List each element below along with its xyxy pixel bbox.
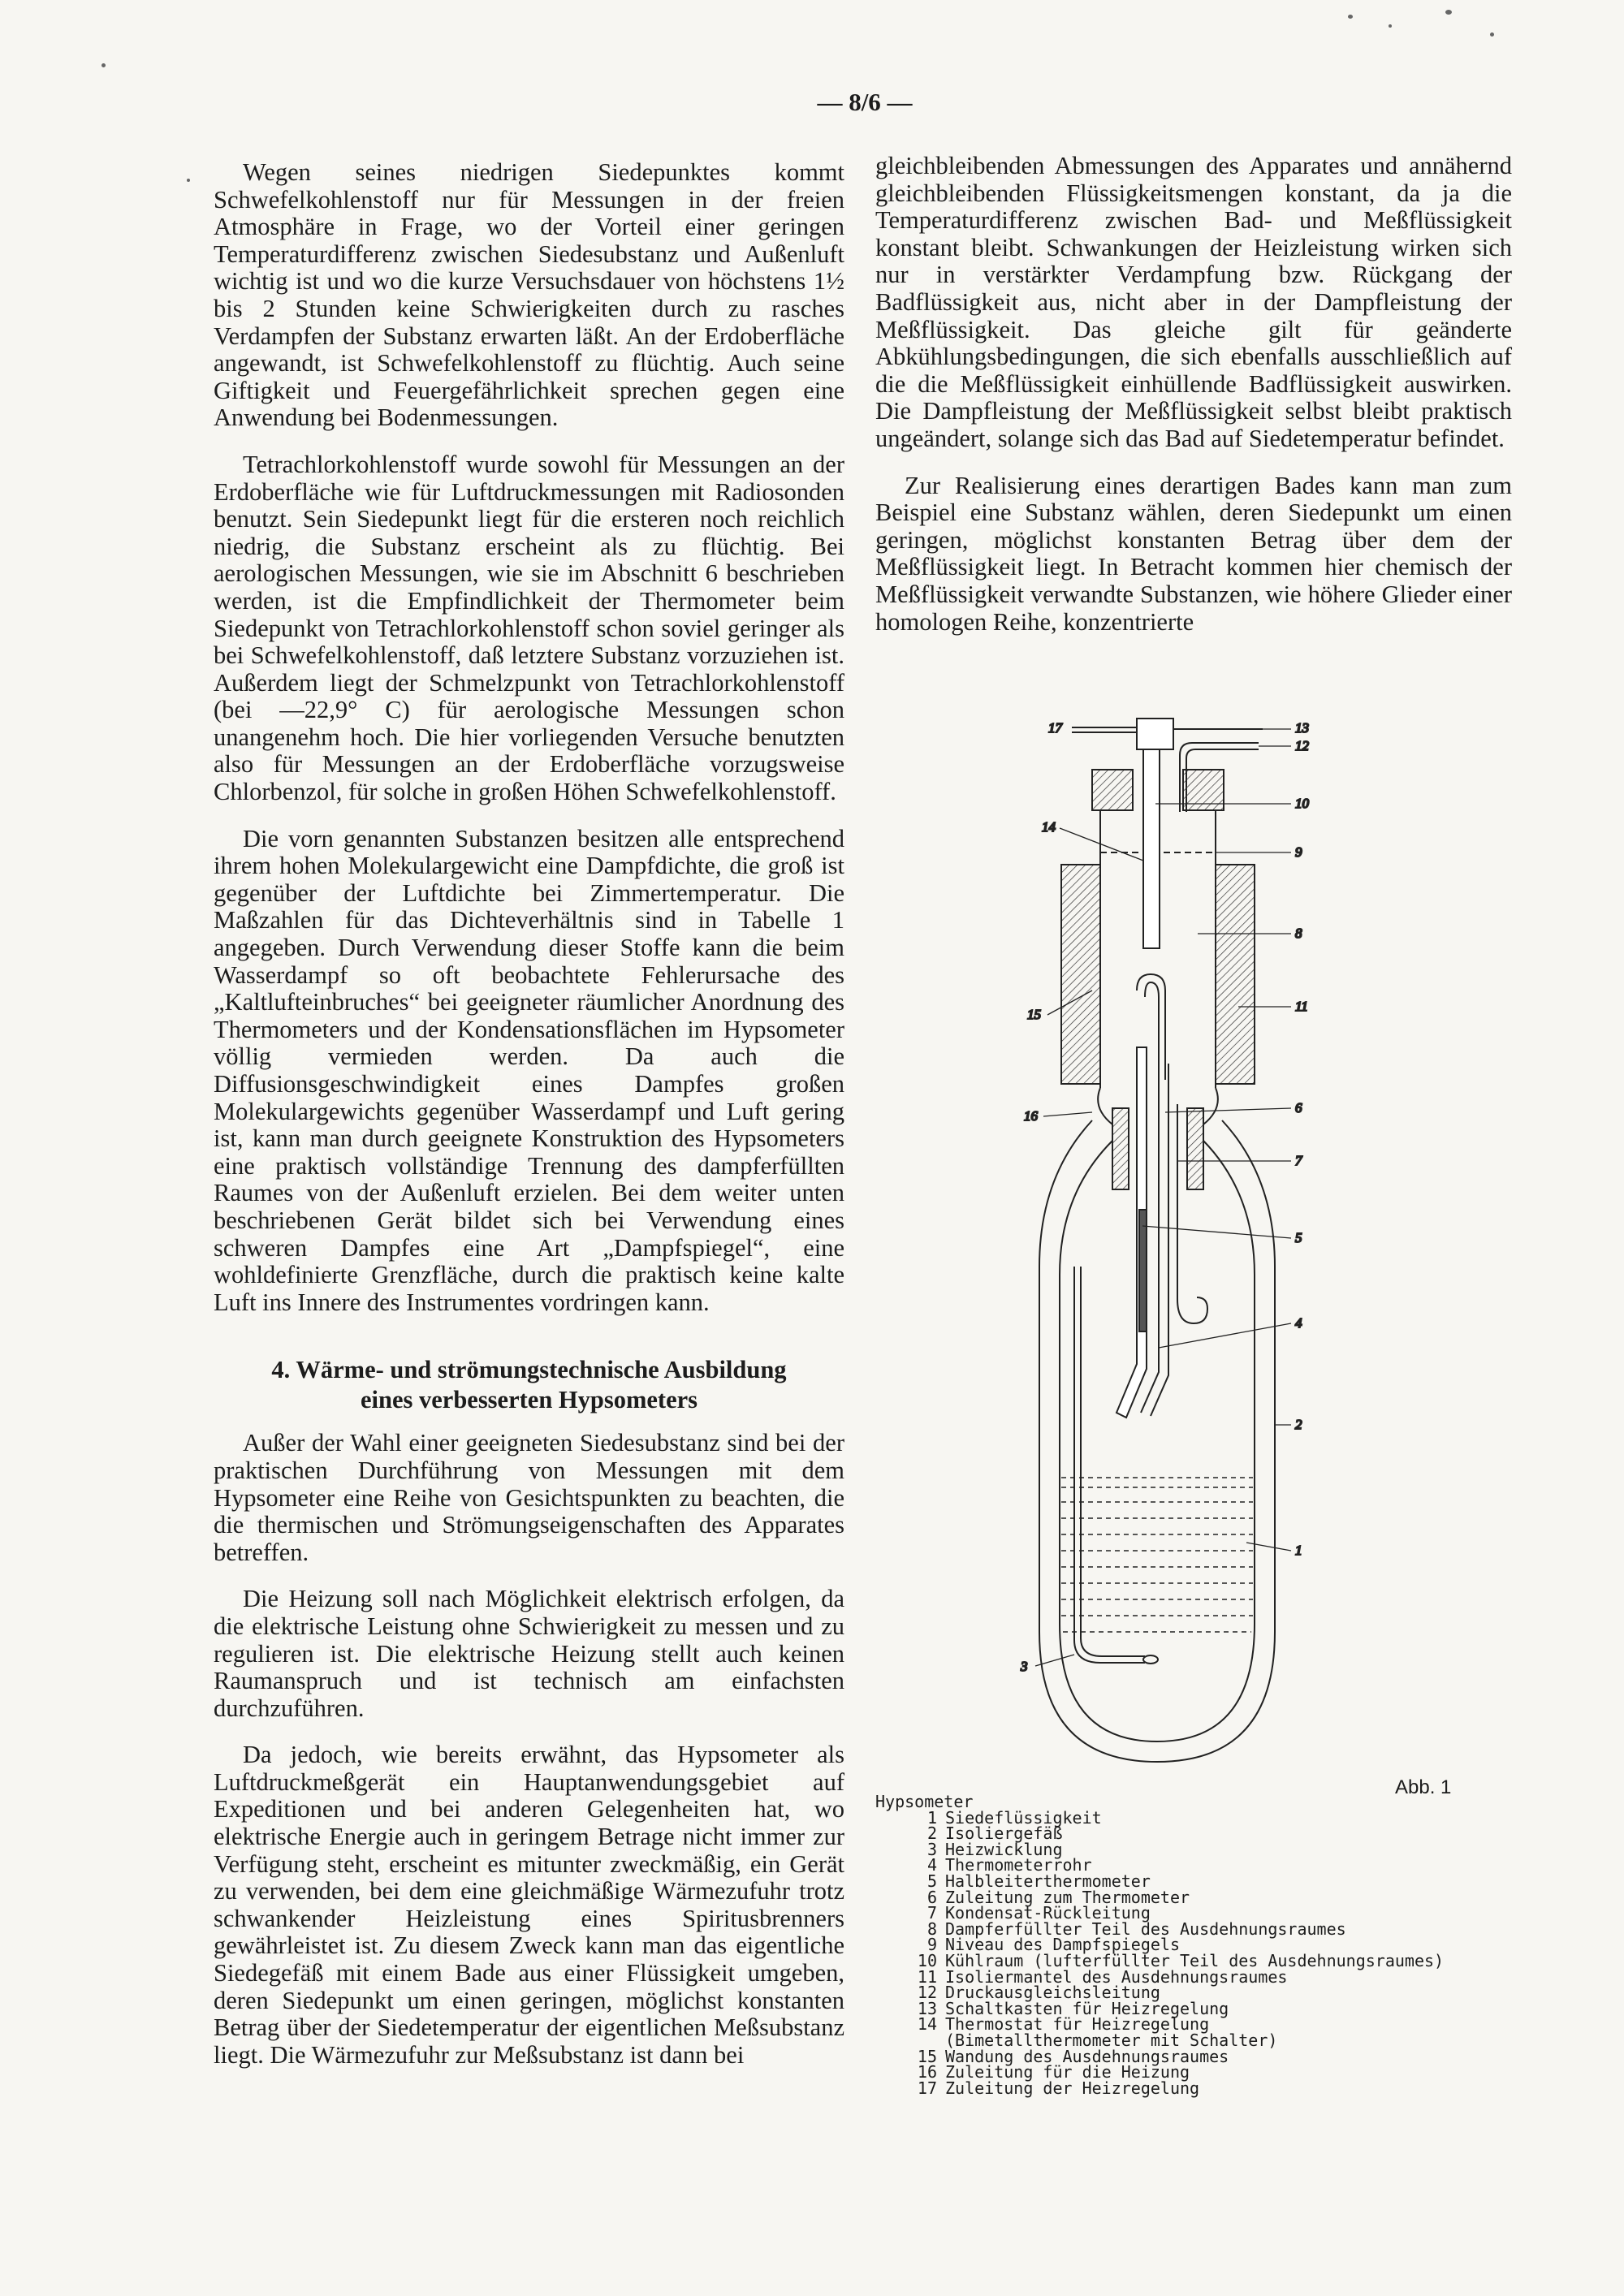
legend-item-text: Wandung des Ausdehnungsraumes xyxy=(945,2046,1229,2066)
legend-list xyxy=(875,1807,1525,2098)
legend-item-text: Kühlraum (lufterfüllter Teil des Ausdehnungsraumes) xyxy=(945,1950,1445,1970)
neck-insulation xyxy=(1112,1108,1129,1189)
flask-neck xyxy=(1203,1088,1218,1141)
label-13: 13 xyxy=(1295,720,1309,736)
legend-item-number: 10 xyxy=(917,1950,937,1970)
paragraph: Außer der Wahl einer geeigneten Siedesubstanz sind bei der praktischen Durchführung von Messungen mit dem Hypsometer eine Reihe von Gesichtspunkten zu beachten, die die thermischen und Strömungseigenschaften des Apparates betreffen. xyxy=(214,1429,844,1566)
heating-coil xyxy=(1074,1267,1145,1663)
label-8: 8 xyxy=(1295,926,1302,941)
legend-item-text: Siedeflüssigkeit xyxy=(945,1807,1102,1828)
figure-caption: Abb. 1 xyxy=(1395,1776,1452,1798)
legend-item xyxy=(913,2078,1525,2098)
label-16: 16 xyxy=(1024,1108,1038,1124)
scan-speck xyxy=(1348,15,1353,19)
thermostat-tube xyxy=(1143,749,1160,948)
semiconductor-thermometer xyxy=(1139,1210,1147,1331)
insulation-jacket xyxy=(1061,865,1100,1084)
hypsometer-figure xyxy=(970,698,1482,1786)
heating-coil xyxy=(1081,1267,1145,1656)
label-11: 11 xyxy=(1295,999,1308,1014)
left-column xyxy=(214,159,844,2088)
neck-insulation xyxy=(1187,1108,1203,1189)
scan-speck xyxy=(1389,24,1392,28)
legend-item-text: Isoliermantel des Ausdehnungsraumes xyxy=(945,1966,1288,1987)
label-15: 15 xyxy=(1027,1007,1041,1022)
legend-item-text: Niveau des Dampfspiegels xyxy=(945,1935,1180,1955)
legend-item-number: 2 xyxy=(926,1823,937,1844)
switch-box xyxy=(1137,719,1173,749)
insulation-jacket xyxy=(1216,865,1255,1084)
legend-item-number: 17 xyxy=(917,2078,937,2098)
section-heading-line: eines verbesserten Hypsometers xyxy=(360,1386,698,1414)
legend-item-number: 14 xyxy=(917,2014,937,2035)
hypsometer-diagram xyxy=(970,698,1482,1786)
legend-item-number: 6 xyxy=(926,1887,937,1907)
label-4: 4 xyxy=(1295,1315,1302,1331)
legend-item-text: Halbleiterthermometer xyxy=(945,1871,1151,1891)
label-17: 17 xyxy=(1048,720,1062,736)
legend-item-text: Zuleitung der Heizregelung xyxy=(945,2078,1200,2098)
heating-coil xyxy=(1143,1655,1158,1664)
boiling-vessel xyxy=(1060,1141,1255,1741)
legend-item-number: 1 xyxy=(926,1807,937,1828)
figure-legend xyxy=(875,1794,1525,2096)
scan-speck xyxy=(187,179,190,182)
legend-item-text: Dampferfüllter Teil des Ausdehnungsraumes xyxy=(945,1918,1346,1939)
legend-item-number: 13 xyxy=(917,1998,937,2018)
legend-item-text: Kondensat-Rückleitung xyxy=(945,1903,1151,1923)
legend-item-number: 15 xyxy=(917,2046,937,2066)
legend-item-text: Zuleitung für die Heizung xyxy=(945,2062,1190,2082)
flask-neck xyxy=(1098,1088,1112,1141)
paragraph: Zur Realisierung eines derartigen Bades kann man zum Beispiel eine Substanz wählen, deren Siedepunkt um einen geringen, möglichst konstanten Betrag über dem der Meßflüssigkeit liegt. In Betracht kommen hier chemisch der Meßflüssigkeit verwandte Substanzen, wie höhere Glieder einer homologen Reihe, konzentrierte xyxy=(875,471,1512,636)
paragraph: Die vorn genannten Substanzen besitzen alle entsprechend ihrem hohen Molekulargewicht eine Dampfdichte, die groß ist gegenüber der Luftdichte bei Zimmertemperatur. Die Maßzahlen für das Dichteverhältnis sind in Tabelle 1 angegeben. Durch Verwendung dieser Stoffe kann die beim Wasserdampf so oft beobachtete Fehlerursache des „Kaltlufteinbruches“ bei geeigneter räumlicher Anordnung des Thermometers und der Kondensationsflächen im Hypsometer völlig vermieden werden. Da auch die Diffusionsgeschwindigkeit eines Dampfes großen Molekulargewichts gegenüber Wasserdampf und Luft gering ist, kann man durch geeignete Konstruktion des Hypsometers eine praktisch vollständige Trennung des dampferfüllten Raumes von der Außenluft erzielen. Bei dem weiter unten beschriebenen Gerät bildet sich bei Verwendung eines schweren Dampfes eine Art „Dampfspiegel“, eine wohldefinierte Grenzfläche, durch die praktisch keine kalte Luft ins Innere des Instrumentes vordringen kann. xyxy=(214,824,844,1316)
label-6: 6 xyxy=(1295,1100,1302,1116)
legend-item-number: 3 xyxy=(926,1839,937,1859)
label-12: 12 xyxy=(1295,738,1309,753)
paragraph: gleichbleibenden Abmessungen des Apparates und annähernd gleichbleibenden Flüssigkeitsmengen konstant, da ja die Temperaturdifferenz zwischen Bad- und Meßflüssigkeit konstant bleibt. Schwankungen der Heizleistung wirken sich nur in verstärkter Verdampfung bzw. Rückgang der Badflüssigkeit aus, nicht aber in der Dampfleistung der Meßflüssigkeit. Das gleiche gilt für geänderte Abkühlungsbedingungen, die sich ebenfalls ausschließlich auf die die Meßflüssigkeit einhüllende Badflüssigkeit auswirken. Die Dampfleistung der Meßflüssigkeit selbst bleibt praktisch ungeändert, solange sich das Bad auf Siedetemperatur befindet. xyxy=(875,152,1512,452)
label-7: 7 xyxy=(1295,1153,1302,1168)
label-3: 3 xyxy=(1021,1659,1028,1674)
label-2: 2 xyxy=(1295,1417,1302,1432)
label-1: 1 xyxy=(1295,1543,1302,1558)
legend-item-text: Heizwicklung xyxy=(945,1839,1063,1859)
legend-title: Hypsometer xyxy=(875,1792,974,1811)
paragraph: Tetrachlorkohlenstoff wurde sowohl für Messungen an der Erdoberfläche wie für Luftdruckmessungen mit Radiosonden benutzt. Sein Siedepunkt liegt für die ersteren noch reichlich niedrig, die Substanz erscheint als zu flüchtig. Bei aerologischen Messungen, wie sie im Abschnitt 6 beschrieben werden, ist die Empfindlichkeit der Thermometer beim Siedepunkt von Tetrachlorkohlenstoff schon soviel geringer als bei Schwefelkohlenstoff, daß letztere Substanz vorzuziehen ist. Außerdem liegt der Schmelzpunkt von Tetrachlorkohlenstoff (bei —22,9° C) für aerologische Messungen schon unangenehm hoch. Die hier vorliegenden Versuche benutzten also für Messungen an der Erdoberfläche vorzugsweise Chlorbenzol, für solche in großen Höhen Schwefelkohlenstoff. xyxy=(214,450,844,806)
legend-item-number: 9 xyxy=(926,1935,937,1955)
legend-item-text: Zuleitung zum Thermometer xyxy=(945,1887,1190,1907)
section-heading xyxy=(214,1355,844,1415)
scan-speck xyxy=(1490,32,1494,37)
label-14: 14 xyxy=(1042,819,1056,835)
paragraph: Die Heizung soll nach Möglichkeit elektrisch erfolgen, da die elektrische Leistung ohne Schwierigkeit zu messen und zu regulieren ist. Die elektrische Heizung stellt auch keinen Raumanspruch und ist technisch am einfachsten durchzuführen. xyxy=(214,1585,844,1722)
legend-item-text: Isoliergefäß xyxy=(945,1823,1063,1844)
legend-item-number: 16 xyxy=(917,2062,937,2082)
scan-speck xyxy=(1445,10,1452,15)
page-number: — 8/6 — xyxy=(817,88,913,116)
boiling-liquid xyxy=(1061,1478,1253,1632)
legend-item-number: 4 xyxy=(926,1855,937,1875)
legend-item-number: 8 xyxy=(926,1918,937,1939)
label-10: 10 xyxy=(1295,796,1309,811)
legend-item-text: (Bimetallthermometer mit Schalter) xyxy=(945,2030,1278,2050)
legend-item-number: 5 xyxy=(926,1871,937,1891)
legend-item-number: 7 xyxy=(926,1903,937,1923)
legend-item-number: 11 xyxy=(917,1966,937,1987)
paragraph: Wegen seines niedrigen Siedepunktes kommt Schwefelkohlenstoff nur für Messungen in der freien Atmosphäre in Frage, wo der Vorteil einer geringen Temperaturdifferenz zwischen Siedesubstanz und Außenluft wichtig ist und wo die kurze Versuchsdauer von höchstens 1½ bis 2 Stunden keine Schwierigkeiten durch zu rasches Verdampfen der Substanz erwarten läßt. An der Erdoberfläche angewandt, ist Schwefelkohlenstoff zu flüchtig. Auch seine Giftigkeit und Feuergefährlichkeit sprechen gegen eine Anwendung bei Bodenmessungen. xyxy=(214,158,844,432)
legend-item-text: Druckausgleichsleitung xyxy=(945,1983,1160,2003)
section-heading-line: 4. Wärme- und strömungstechnische Ausbildung xyxy=(271,1356,787,1384)
legend-item-text: Thermostat für Heizregelung xyxy=(945,2014,1210,2035)
label-9: 9 xyxy=(1295,844,1302,860)
paragraph: Da jedoch, wie bereits erwähnt, das Hypsometer als Luftdruckmeßgerät ein Hauptanwendungsgebiet auf Expeditionen und bei anderen Gelegenheiten hat, wo elektrische Energie auch in geringem Betrage nicht immer zur Verfügung steht, erscheint es mitunter zweckmäßig, ein Gerät zu verwenden, bei dem eine gleichmäßige Wärmezufuhr trotz schwankender Heizleistung eines Spiritusbrenners gewährleistet ist. Zu diesem Zweck kann man das eigentliche Siedegefäß mit einem Bade aus einer Flüssigkeit umgeben, deren Siedepunkt um einen geringen, möglichst konstanten Betrag über der Siedetemperatur der eigentlichen Meßsubstanz liegt. Die Wärmezufuhr zur Meßsubstanz ist dann bei xyxy=(214,1741,844,2069)
right-column xyxy=(875,153,1512,655)
label-5: 5 xyxy=(1295,1230,1302,1245)
scan-speck xyxy=(102,63,106,67)
legend-item-text: Schaltkasten für Heizregelung xyxy=(945,1998,1229,2018)
legend-item-number: 12 xyxy=(917,1983,937,2003)
insulation-jacket-top xyxy=(1092,770,1133,810)
legend-item-text: Thermometerrohr xyxy=(945,1855,1092,1875)
